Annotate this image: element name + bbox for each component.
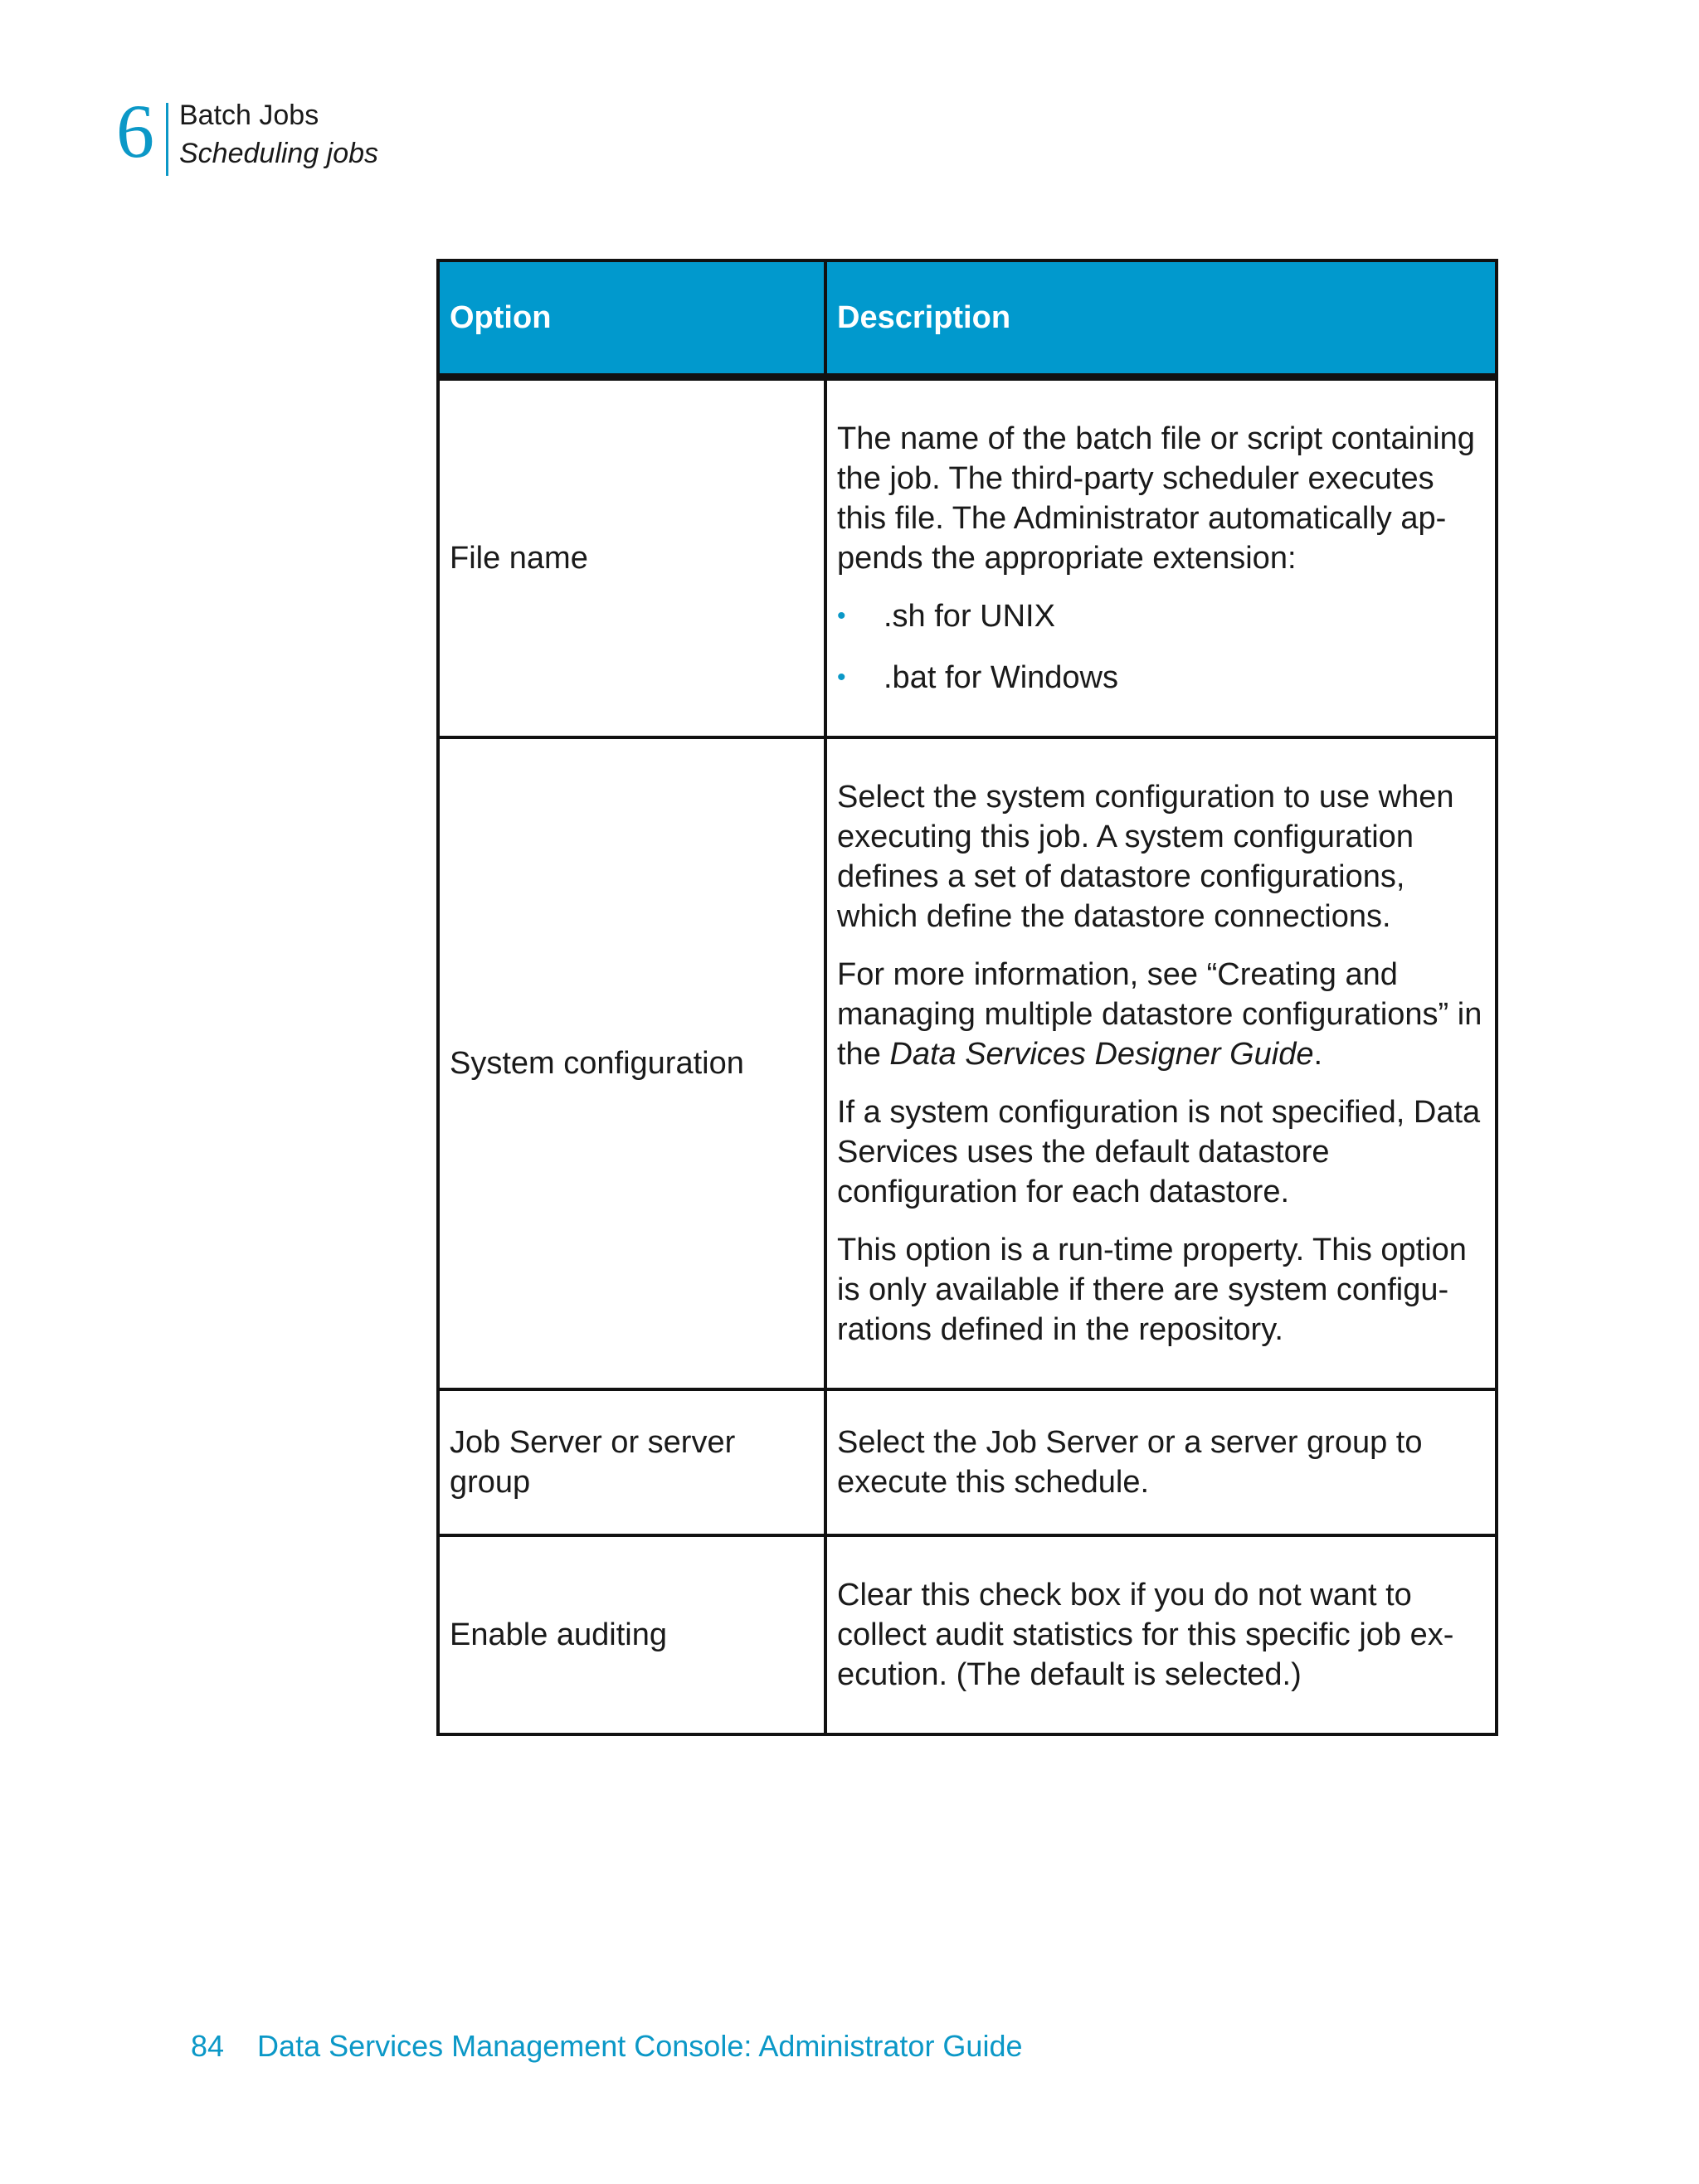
book-reference: Data Services Designer Guide	[889, 1037, 1314, 1072]
table-row	[438, 737, 1497, 1389]
description-paragraph: The name of the batch file or script containing the job. The third-party scheduler executes this file. The Administrator automatically ap-pends the appropriate extension:	[837, 421, 1475, 576]
chapter-number: 6	[116, 89, 154, 173]
text-span: .	[1313, 1037, 1323, 1072]
book-title: Data Services Management Console: Administrator Guide	[257, 2029, 1023, 2063]
option-cell: File name	[438, 377, 825, 738]
description-paragraph: Select the system configuration to use when executing this job. A system configuration defines a set of datastore configurations, which define the datastore connections.	[837, 780, 1454, 934]
description-cell	[825, 1535, 1497, 1734]
column-header-option: Option	[438, 260, 825, 377]
description-paragraph	[837, 955, 1485, 1074]
description-paragraph: Clear this check box if you do not want to collect audit statistics for this specific job ex-ecution. (The default is selected.)	[837, 1578, 1454, 1692]
description-paragraph: This option is a run-time property. This option is only available if there are system configu-rations defined in the repository.	[837, 1233, 1467, 1347]
options-table	[436, 259, 1498, 1736]
bullet-icon: •	[837, 602, 846, 630]
description-cell	[825, 737, 1497, 1389]
chapter-title: Batch Jobs	[179, 100, 319, 131]
extension-list	[837, 596, 1485, 698]
option-cell: Enable auditing	[438, 1535, 825, 1734]
description-paragraph: Select the Job Server or a server group to execute this schedule.	[837, 1425, 1423, 1500]
list-item-text: .sh for UNIX	[884, 599, 1055, 634]
list-item	[837, 596, 1485, 636]
table-row	[438, 1389, 1497, 1535]
column-header-description: Description	[825, 260, 1497, 377]
description-cell	[825, 377, 1497, 738]
text-span: For more information, see “Creating and managing multiple datastore configurations” in the	[837, 957, 1482, 1072]
list-item	[837, 658, 1485, 698]
page-footer	[191, 2029, 1023, 2064]
table-row	[438, 1535, 1497, 1734]
description-paragraph: If a system configuration is not specified, Data Services uses the default datastore configuration for each datastore.	[837, 1095, 1481, 1209]
option-cell: System configuration	[438, 737, 825, 1389]
table-header-row	[438, 260, 1497, 377]
bullet-icon: •	[837, 664, 846, 691]
section-title: Scheduling jobs	[179, 138, 379, 169]
option-cell: Job Server or server group	[438, 1389, 825, 1535]
list-item-text: .bat for Windows	[884, 660, 1118, 695]
description-cell	[825, 1389, 1497, 1535]
page-number: 84	[191, 2029, 225, 2063]
chapter-divider	[166, 103, 168, 176]
table-row	[438, 377, 1497, 738]
